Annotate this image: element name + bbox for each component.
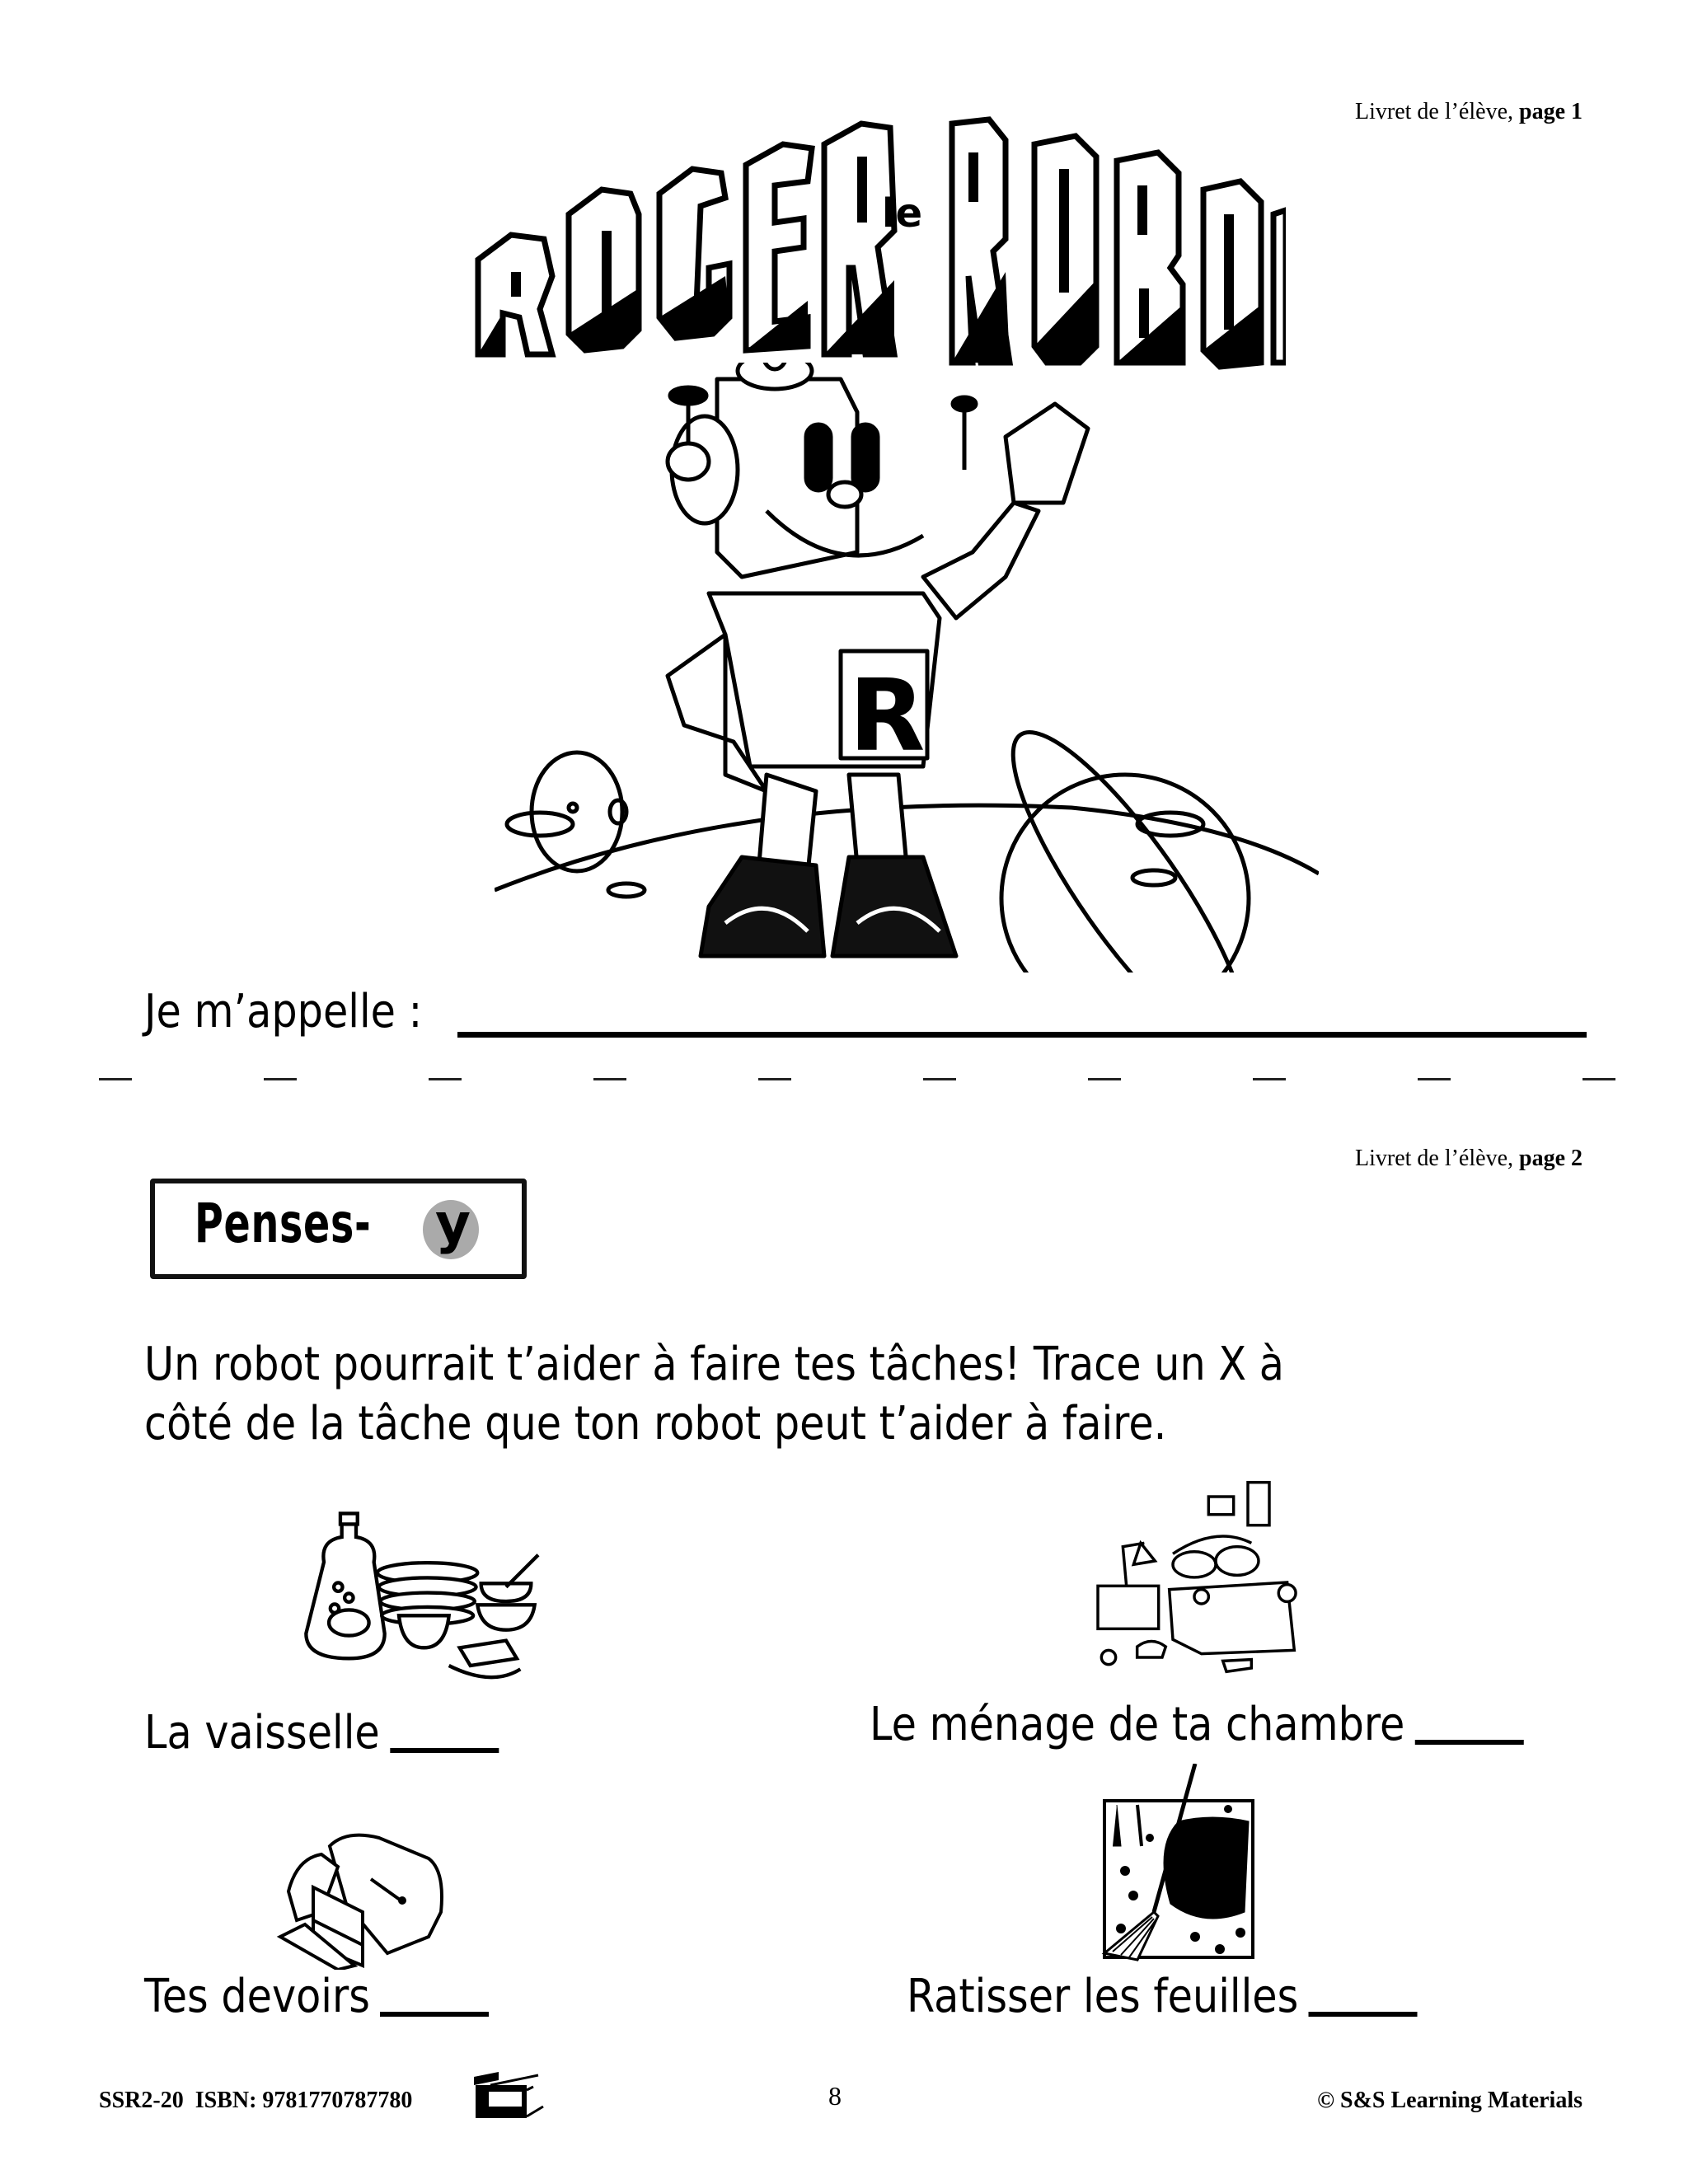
task-rake	[907, 1970, 1418, 2023]
task-rake-label: Ratisser les feuilles	[907, 1970, 1299, 2023]
backpack-books-icon	[272, 1821, 519, 1970]
page1-header-page: page 1	[1519, 99, 1582, 124]
roger-le-robot-title	[462, 115, 1286, 371]
rake-leaves-icon	[1088, 1764, 1269, 1961]
task-rake-answer-blank[interactable]	[1309, 2012, 1418, 2017]
page2-header-prefix: Livret de l’élève,	[1354, 1146, 1519, 1171]
penses-y-badge	[150, 1179, 527, 1279]
page2-header-page: page 2	[1519, 1146, 1582, 1171]
svg-text:R: R	[849, 659, 926, 774]
dishes-icon	[272, 1483, 569, 1698]
task-bedroom-answer-blank[interactable]	[1415, 1740, 1524, 1745]
footer-code: SSR2-20	[99, 2088, 184, 2113]
photocopier-icon	[474, 2070, 573, 2125]
messy-bedroom-icon	[1071, 1475, 1360, 1690]
cut-line-divider	[0, 1078, 1688, 1080]
page1-header-prefix: Livret de l’élève,	[1354, 99, 1519, 124]
footer-copyright: © S&S Learning Materials	[1317, 2088, 1582, 2113]
task-dishes-answer-blank[interactable]	[390, 1748, 499, 1753]
robot-illustration	[495, 363, 1319, 972]
footer-isbn: ISBN: 9781770787780	[195, 2088, 413, 2113]
task-bedroom-label: Le ménage de ta chambre	[870, 1698, 1405, 1751]
instructions-line2: côté de la tâche que ton robot peut t’aider à faire.	[144, 1397, 1167, 1451]
task-homework	[144, 1970, 489, 2023]
page2-header	[1355, 1146, 1582, 1172]
task-dishes	[144, 1706, 499, 1760]
footer-page-number: 8	[828, 2081, 842, 2111]
footer-code-isbn	[99, 2088, 412, 2114]
title-le: le	[882, 190, 923, 237]
badge-highlight: y	[435, 1192, 471, 1255]
name-field-input[interactable]	[457, 1032, 1587, 1038]
badge-text: Penses-	[195, 1192, 372, 1255]
page1-header	[1355, 99, 1582, 125]
instructions-line1: Un robot pourrait t’aider à faire tes tâches! Trace un X à	[144, 1338, 1284, 1391]
name-field-label: Je m’appelle :	[144, 985, 423, 1038]
task-bedroom	[870, 1698, 1524, 1751]
instructions	[144, 1335, 1450, 1454]
task-dishes-label: La vaisselle	[144, 1706, 380, 1760]
task-homework-answer-blank[interactable]	[380, 2012, 489, 2017]
task-homework-label: Tes devoirs	[144, 1970, 370, 2023]
